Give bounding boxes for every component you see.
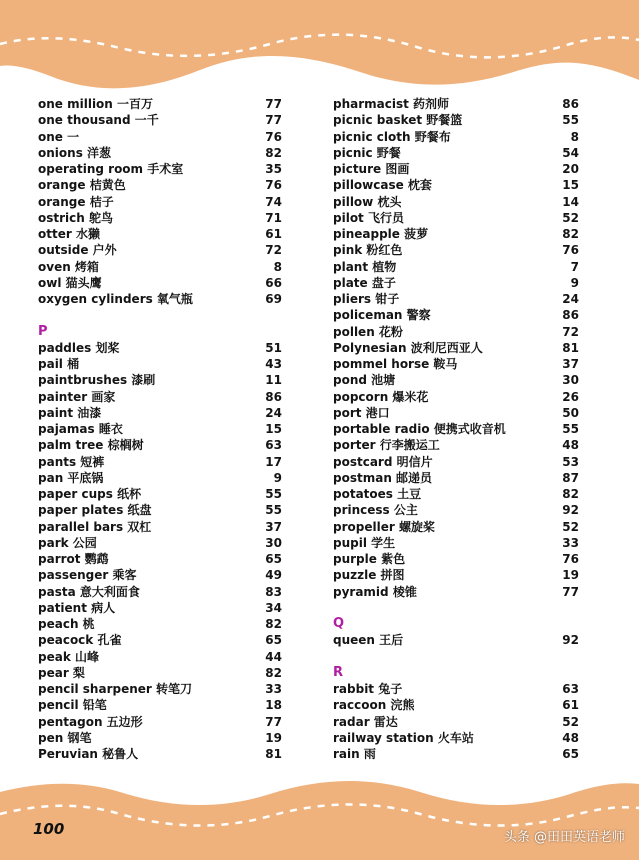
entry-page-number: 48	[562, 438, 579, 453]
entry-page-number: 18	[265, 698, 282, 713]
entry-page-number: 24	[562, 292, 579, 306]
entry-term: onions 洋葱	[38, 145, 112, 160]
entry-term: propeller 螺旋桨	[333, 519, 435, 534]
entry-term: radar 雷达	[333, 714, 398, 729]
index-entry	[38, 697, 282, 713]
index-entry	[333, 681, 579, 697]
bottom-wave-banner	[0, 770, 639, 860]
watermark: 头条 @田田英语老师	[503, 830, 625, 845]
bottom-wave-fill	[0, 781, 639, 860]
entry-term: plate 盘子	[333, 275, 396, 290]
entry-term: Peruvian 秘鲁人	[38, 747, 139, 761]
index-entry	[38, 665, 282, 681]
entry-page-number: 66	[265, 275, 282, 290]
entry-page-number: 24	[265, 405, 282, 420]
entry-term: park 公园	[38, 535, 97, 550]
entry-term: postcard 明信片	[333, 454, 433, 469]
index-entry	[333, 421, 579, 437]
index-entry	[38, 616, 282, 632]
entry-term: paint 油漆	[38, 405, 102, 420]
entry-term: palm tree 棕榈树	[38, 438, 144, 453]
entry-page-number: 14	[562, 194, 579, 209]
entry-page-number: 35	[265, 162, 282, 176]
index-entry	[38, 161, 282, 177]
entry-term: pharmacist 药剂师	[333, 97, 450, 111]
index-entry	[333, 730, 579, 746]
index-entry	[38, 226, 282, 242]
entry-term: postman 邮递员	[333, 470, 433, 485]
index-entry	[333, 551, 579, 567]
index-entry	[38, 421, 282, 437]
entry-page-number: 37	[265, 519, 282, 534]
entry-page-number: 77	[265, 714, 282, 729]
index-entry	[333, 567, 579, 583]
index-entry	[333, 372, 579, 388]
index-entry	[333, 194, 579, 210]
index-entry	[333, 405, 579, 421]
entry-page-number: 61	[562, 698, 579, 713]
entry-page-number: 30	[265, 535, 282, 550]
index-entry	[38, 454, 282, 470]
index-entry	[38, 275, 282, 291]
index-entry	[38, 730, 282, 746]
right-index-column	[333, 96, 579, 762]
index-entry	[38, 112, 282, 128]
index-entry	[333, 470, 579, 486]
entry-term: picture 图画	[333, 162, 410, 176]
entry-page-number: 81	[562, 340, 579, 355]
index-entry	[38, 356, 282, 372]
entry-term: operating room 手术室	[38, 162, 184, 176]
entry-page-number: 43	[265, 357, 282, 371]
entry-term: passenger 乘客	[38, 568, 137, 583]
entry-term: pillow 枕头	[333, 194, 402, 209]
entry-term: otter 水獭	[38, 227, 100, 241]
entry-page-number: 86	[265, 389, 282, 404]
entry-term: one thousand 一千	[38, 113, 159, 128]
index-entry	[38, 632, 282, 648]
entry-page-number: 54	[562, 145, 579, 160]
index-entry	[333, 535, 579, 551]
entry-term: orange 桔黄色	[38, 178, 126, 193]
index-entry	[333, 307, 579, 323]
entry-page-number: 82	[265, 665, 282, 680]
index-entry	[38, 551, 282, 567]
entry-term: pajamas 睡衣	[38, 422, 123, 436]
entry-term: parallel bars 双杠	[38, 519, 152, 534]
index-entry	[38, 567, 282, 583]
page-number: 100	[33, 820, 65, 838]
entry-page-number: 55	[265, 503, 282, 518]
entry-term: painter 画家	[38, 389, 116, 404]
index-entry	[38, 145, 282, 161]
index-entry	[333, 356, 579, 372]
entry-term: pilot 飞行员	[333, 210, 404, 225]
section-letter: R	[333, 664, 344, 680]
index-entry	[333, 340, 579, 356]
entry-page-number: 65	[562, 747, 579, 761]
entry-page-number: 81	[265, 747, 282, 761]
index-entry	[38, 714, 282, 730]
entry-page-number: 37	[562, 357, 579, 371]
index-entry	[333, 210, 579, 226]
entry-term: pen 钢笔	[38, 730, 92, 745]
index-entry	[333, 242, 579, 258]
entry-term: picnic 野餐	[333, 145, 401, 160]
index-entry	[38, 535, 282, 551]
entry-term: pencil sharpener 转笔刀	[38, 682, 192, 696]
entry-term: paper cups 纸杯	[38, 487, 142, 501]
index-entry	[38, 584, 282, 600]
entry-term: pan 平底锅	[38, 470, 104, 485]
entry-term: pasta 意大利面食	[38, 584, 140, 599]
index-entry	[38, 600, 282, 616]
index-entry	[38, 502, 282, 518]
entry-page-number: 76	[265, 129, 282, 144]
index-entry	[333, 112, 579, 128]
entry-page-number: 17	[265, 454, 282, 469]
index-entry	[333, 437, 579, 453]
entry-term: orange 桔子	[38, 194, 114, 209]
entry-term: pentagon 五边形	[38, 714, 143, 729]
entry-page-number: 87	[562, 470, 579, 485]
entry-page-number: 48	[562, 730, 579, 745]
entry-term: pupil 学生	[333, 535, 396, 550]
index-entry	[333, 697, 579, 713]
index-entry	[333, 96, 579, 112]
section-letter: P	[38, 323, 48, 339]
entry-term: pyramid 棱锥	[333, 584, 417, 599]
entry-page-number: 20	[562, 162, 579, 176]
section-letter: Q	[333, 616, 345, 631]
index-entry	[38, 194, 282, 210]
entry-term: paper plates 纸盘	[38, 503, 152, 518]
entry-page-number: 71	[265, 210, 282, 225]
entry-page-number: 52	[562, 519, 579, 534]
entry-term: potatoes 土豆	[333, 487, 422, 501]
index-entry	[333, 226, 579, 242]
index-entry	[333, 161, 579, 177]
entry-page-number: 52	[562, 714, 579, 729]
entry-page-number: 33	[562, 535, 579, 550]
entry-term: port 港口	[333, 405, 390, 420]
entry-term: one 一	[38, 129, 80, 144]
entry-page-number: 7	[570, 259, 579, 274]
entry-term: oxygen cylinders 氧气瓶	[38, 292, 193, 306]
entry-term: popcorn 爆米花	[333, 389, 429, 404]
entry-page-number: 82	[265, 617, 282, 631]
entry-page-number: 76	[562, 243, 579, 258]
index-entry	[333, 177, 579, 193]
entry-term: pond 池塘	[333, 373, 396, 388]
entry-term: pliers 钳子	[333, 292, 400, 306]
entry-page-number: 19	[562, 568, 579, 583]
entry-page-number: 55	[562, 422, 579, 436]
index-entry	[333, 584, 579, 600]
entry-term: queen 王后	[333, 633, 404, 648]
index-entry	[333, 502, 579, 518]
entry-term: Polynesian 波利尼西亚人	[333, 340, 483, 355]
entry-term: pillowcase 枕套	[333, 178, 432, 193]
index-entry	[38, 372, 282, 388]
top-wave-banner	[0, 0, 639, 100]
index-entry	[333, 275, 579, 291]
entry-page-number: 34	[265, 600, 282, 615]
index-entry	[333, 519, 579, 535]
entry-term: pants 短裤	[38, 454, 105, 469]
index-entry	[38, 405, 282, 421]
index-entry	[38, 486, 282, 502]
index-entry	[333, 486, 579, 502]
entry-page-number: 83	[265, 584, 282, 599]
index-entry	[38, 129, 282, 145]
entry-page-number: 92	[562, 503, 579, 518]
index-entry	[333, 454, 579, 470]
entry-term: puzzle 拼图	[333, 568, 405, 583]
entry-term: pencil 铅笔	[38, 698, 107, 713]
entry-page-number: 44	[265, 649, 282, 664]
entry-term: oven 烤箱	[38, 259, 99, 274]
entry-term: outside 户外	[38, 243, 117, 258]
entry-term: policeman 警察	[333, 308, 431, 323]
index-entry	[333, 291, 579, 307]
entry-term: picnic cloth 野餐布	[333, 129, 451, 144]
entry-term: pollen 花粉	[333, 324, 403, 339]
index-entry	[38, 649, 282, 665]
entry-term: plant 植物	[333, 259, 397, 274]
entry-term: pommel horse 鞍马	[333, 357, 458, 371]
index-entry	[333, 145, 579, 161]
entry-term: pink 粉红色	[333, 243, 403, 258]
entry-page-number: 72	[265, 243, 282, 258]
entry-page-number: 65	[265, 552, 282, 566]
entry-term: peak 山峰	[38, 649, 99, 664]
entry-page-number: 92	[562, 633, 579, 648]
entry-page-number: 77	[562, 584, 579, 599]
entry-page-number: 15	[265, 422, 282, 436]
index-entry	[38, 242, 282, 258]
index-entry	[38, 259, 282, 275]
top-wave-fill	[0, 0, 639, 88]
entry-page-number: 76	[562, 552, 579, 566]
index-entry	[333, 632, 579, 648]
entry-term: pear 梨	[38, 665, 85, 680]
entry-page-number: 65	[265, 633, 282, 648]
entry-page-number: 11	[265, 373, 282, 388]
index-entry	[38, 389, 282, 405]
index-entry	[38, 340, 282, 356]
entry-page-number: 49	[265, 568, 282, 583]
entry-page-number: 77	[265, 113, 282, 128]
entry-term: ostrich 鸵鸟	[38, 210, 113, 225]
index-entry	[333, 324, 579, 340]
entry-page-number: 33	[265, 682, 282, 696]
entry-term: paddles 划桨	[38, 340, 120, 355]
index-entry	[38, 96, 282, 112]
entry-page-number: 61	[265, 227, 282, 241]
entry-term: pail 桶	[38, 357, 80, 371]
entry-page-number: 86	[562, 308, 579, 323]
index-entry	[38, 519, 282, 535]
entry-term: peach 桃	[38, 617, 95, 631]
entry-term: paintbrushes 漆刷	[38, 373, 156, 388]
entry-term: pineapple 菠萝	[333, 227, 429, 241]
entry-page-number: 51	[265, 340, 282, 355]
entry-term: peacock 孔雀	[38, 633, 122, 648]
index-entry	[333, 129, 579, 145]
index-entry	[38, 177, 282, 193]
index-entry	[38, 681, 282, 697]
entry-term: patient 病人	[38, 600, 116, 615]
entry-page-number: 86	[562, 97, 579, 111]
index-entry	[38, 470, 282, 486]
entry-page-number: 15	[562, 178, 579, 193]
index-entry	[38, 291, 282, 307]
entry-page-number: 50	[562, 405, 579, 420]
index-entry	[333, 746, 579, 762]
entry-page-number: 55	[265, 487, 282, 501]
entry-term: parrot 鹦鹉	[38, 552, 109, 566]
entry-term: portable radio 便携式收音机	[333, 422, 506, 436]
entry-page-number: 77	[265, 97, 282, 111]
index-entry	[333, 259, 579, 275]
entry-term: raccoon 浣熊	[333, 698, 415, 713]
entry-page-number: 82	[265, 145, 282, 160]
entry-page-number: 74	[265, 194, 282, 209]
entry-page-number: 63	[562, 682, 579, 696]
index-entry	[333, 389, 579, 405]
entry-term: rabbit 兔子	[333, 682, 403, 696]
entry-page-number: 9	[273, 470, 282, 485]
entry-term: picnic basket 野餐篮	[333, 113, 463, 128]
index-entry	[333, 714, 579, 730]
index-entry	[38, 437, 282, 453]
entry-page-number: 30	[562, 373, 579, 388]
entry-page-number: 82	[562, 227, 579, 241]
entry-term: railway station 火车站	[333, 730, 474, 745]
index-entry	[38, 746, 282, 762]
entry-page-number: 8	[273, 259, 282, 274]
index-entry	[38, 210, 282, 226]
entry-term: one million 一百万	[38, 97, 154, 111]
entry-page-number: 8	[570, 129, 579, 144]
entry-term: owl 猫头鹰	[38, 275, 102, 290]
entry-page-number: 52	[562, 210, 579, 225]
entry-page-number: 53	[562, 454, 579, 469]
entry-page-number: 72	[562, 324, 579, 339]
entry-page-number: 9	[570, 275, 579, 290]
entry-term: porter 行李搬运工	[333, 438, 440, 453]
entry-page-number: 19	[265, 730, 282, 745]
entry-term: purple 紫色	[333, 552, 406, 566]
entry-page-number: 26	[562, 389, 579, 404]
entry-page-number: 82	[562, 487, 579, 501]
entry-page-number: 55	[562, 113, 579, 128]
left-index-column	[38, 96, 282, 762]
entry-page-number: 76	[265, 178, 282, 193]
entry-term: rain 雨	[333, 747, 376, 761]
entry-page-number: 69	[265, 292, 282, 306]
entry-page-number: 63	[265, 438, 282, 453]
entry-term: princess 公主	[333, 503, 418, 518]
